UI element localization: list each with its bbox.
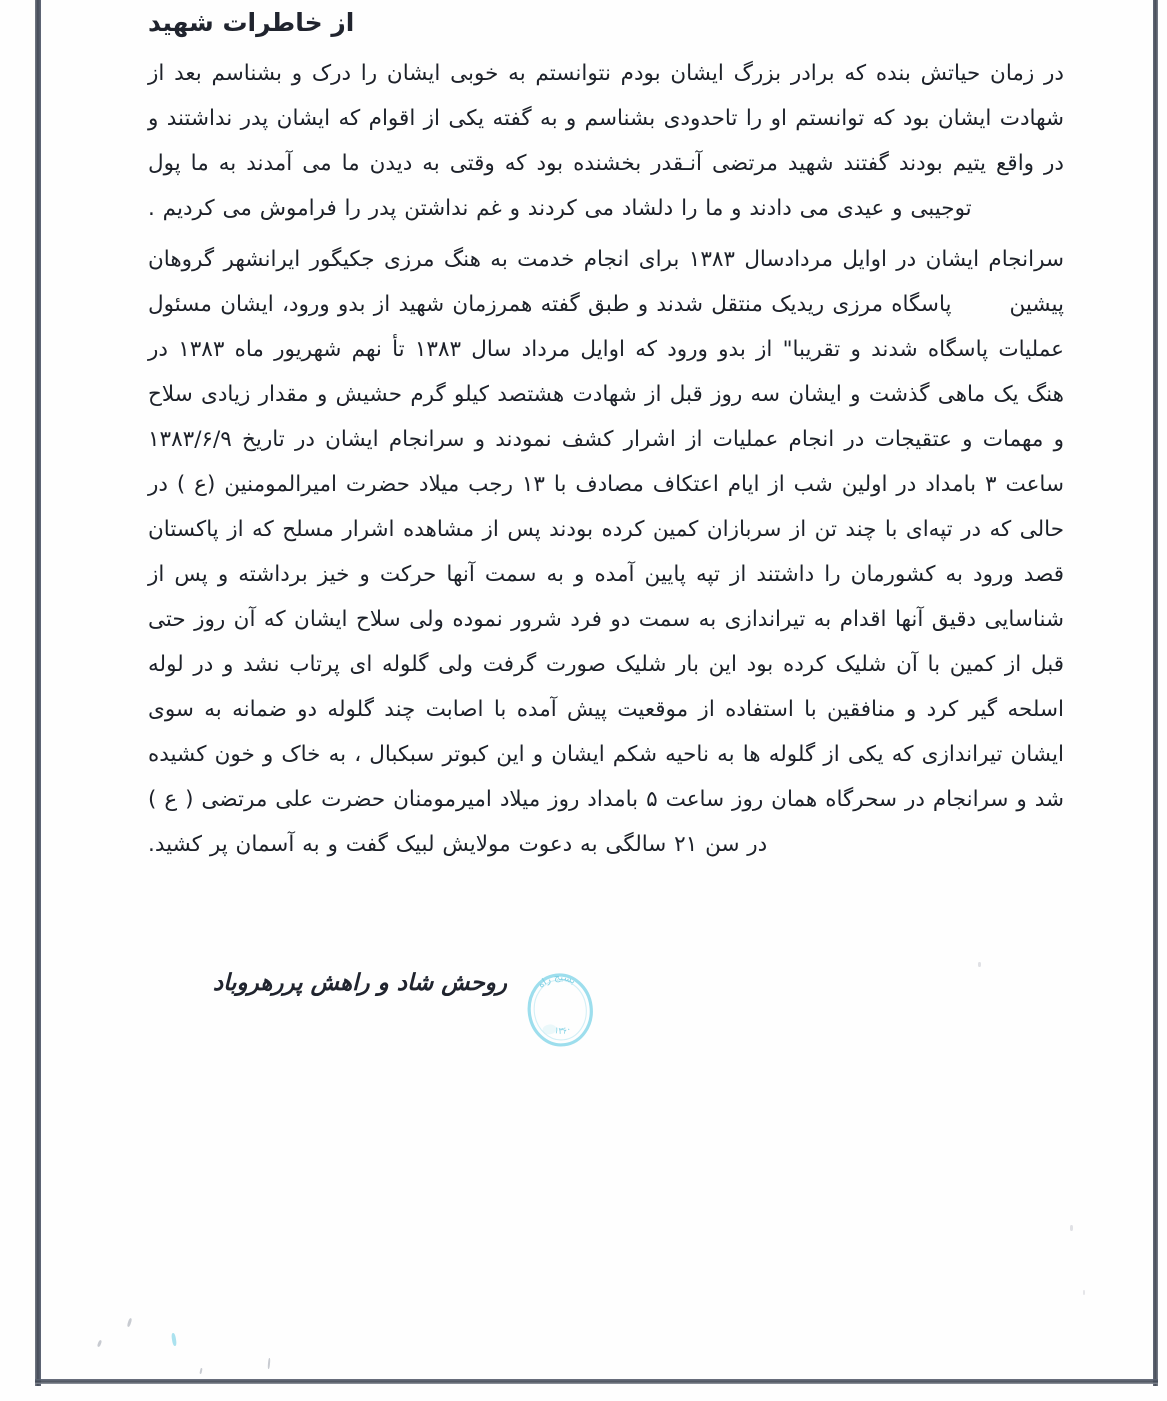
paragraph-service (148, 231, 1064, 867)
scan-edge-bottom (35, 1379, 1158, 1384)
scan-speck-ink (171, 1333, 177, 1346)
scan-speck (127, 1318, 133, 1327)
scan-speck (1070, 1225, 1073, 1231)
svg-text:بسیج راه: بسیج راه (535, 971, 578, 991)
closing-phrase: روحش شاد و راهش پررهروباد (212, 970, 507, 996)
paragraph-service-part-1: سرانجام ایشان در اوایل مردادسال ۱۳۸۳ برای انجام خدمت به هنگ مرزی جکیگور ایرانشهر گروهان پیشین (148, 247, 1064, 317)
scan-speck (1083, 1290, 1085, 1295)
stamp-icon (511, 953, 609, 1063)
document-body (148, 0, 1064, 867)
page-title: از خاطرات شهید (148, 8, 355, 37)
paragraph-memories: در زمان حیاتش بنده که برادر بزرگ ایشان بودم نتوانستم به خوبی ایشان را درک و بشناسم بعد از شهادت ایشان بود که توانستم او را تاحدودی بشناسم و به گفته یکی از اقوام که ایشان پدر نداشتند و در واقع یتیم بودند گفتند شهید مرتضی آنـقدر بخشنده بود که وقتی به دیدن ما می آمدند به ما پول توجیبی و عیدی می دادند و ما را دلشاد می کردند و غم نداشتن پدر را فراموش می کردیم . (148, 61, 1064, 221)
scan-edge-right (1153, 0, 1158, 1386)
scan-edge-left (35, 0, 41, 1386)
scan-speck (199, 1368, 202, 1374)
scan-speck (268, 1358, 271, 1369)
svg-text:۱۳۶۰: ۱۳۶۰ (552, 1024, 574, 1037)
official-stamp (511, 953, 609, 1063)
scan-speck (978, 962, 981, 967)
scan-speck (97, 1340, 102, 1348)
paragraph-service-part-2: پاسگاه مرزی ریدیک منتقل شدند و طبق گفته همرزمان شهید از بدو ورود، ایشان مسئول عملیات پاسگاه شدند و تقریبا" از بدو ورود که اوایل مرداد سال ۱۳۸۳ تأ نهم شهریور ماه ۱۳۸۳ در هنگ یک ماهی گذشت و ایشان سه روز قبل از شهادت هشتصد کیلو گرم حشیش و مقدار زیادی سلاح و مهمات و عتقیجات در انجام عملیات از اشرار کشف نمودند و سرانجام ایشان در تاریخ ۱۳۸۳/۶/۹ ساعت ۳ بامداد در اولین شب از ایام اعتکاف مصادف با ۱۳ رجب میلاد حضرت امیرالمومنین (ع ) در حالی که در تپه‌ای با چند تن از سربازان کمین کرده بودند پس از مشاهده اشرار مسلح که از پاکستان قصد ورود به کشورمان را داشتند از تپه پایین آمده و به سمت آنها حرکت و خیز برداشته و پس از شناسایی دقیق آنها اقدام به تیراندازی به سمت دو فرد شرور نموده ولی سلاح ایشان که آن روز حتی قبل از کمین با آن شلیک کرده بود این بار شلیک صورت گرفت ولی گلوله ای پرتاب نشد و در لوله اسلحه گیر کرد و منافقین با استفاده از موقعیت پیش آمده با اصابت چند گلوله دو ضمانه به سوی ایشان تیراندازی که یکی از گلوله ها به ناحیه شکم ایشان و این کبوتر سبکبال ، به خاک و خون کشیده شد و سرانجام در سحرگاه همان روز ساعت ۵ بامداد روز میلاد امیرمومنان حضرت علی مرتضی ( ع ) در سن ۲۱ سالگی به دعوت مولایش لبیک گفت و به آسمان پر کشید. (148, 292, 1065, 857)
